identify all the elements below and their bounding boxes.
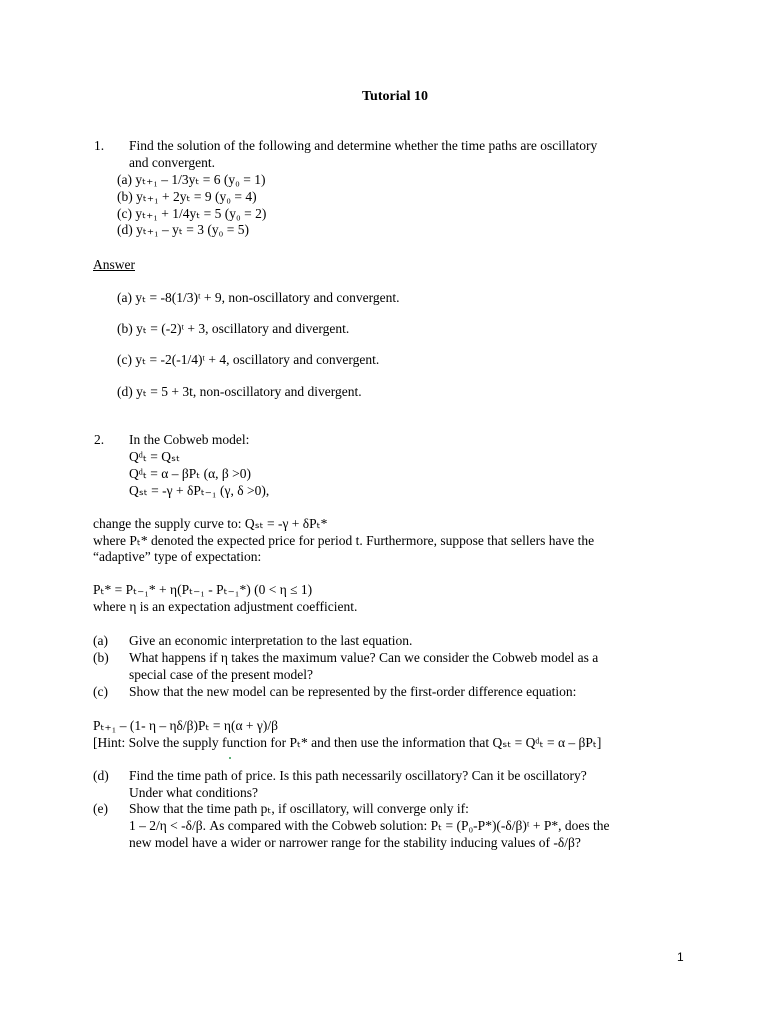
subpart-a-text: Give an economic interpretation to the last equation. [129, 633, 413, 648]
where-line-2: “adaptive” type of expectation: [93, 549, 262, 564]
question-1-part-b: (b) yₜ₊₁ + 2yₜ = 9 (y₀ = 4) [117, 189, 257, 204]
question-1-text: Find the solution of the following and determine whether the time paths are oscillatory [129, 138, 598, 153]
adaptive-expectation-equation: Pₜ* = Pₜ₋₁* + η(Pₜ₋₁ - Pₜ₋₁*) (0 < η ≤ 1) [93, 582, 313, 597]
subpart-e-label: (e) [93, 801, 108, 816]
page-number: 1 [677, 950, 684, 964]
subpart-d-text-cont: Under what conditions? [129, 785, 258, 800]
subpart-e-text-cont-2: new model have a wider or narrower range for the stability inducing values of -δ/β? [129, 835, 581, 850]
answer-a: (a) yₜ = -8(1/3)ᵗ + 9, non-oscillatory and convergent. [117, 290, 400, 305]
question-2-number: 2. [94, 432, 105, 447]
stray-mark [229, 757, 231, 759]
subpart-b-label: (b) [93, 650, 109, 665]
where-line-1: where Pₜ* denoted the expected price for period t. Furthermore, suppose that sellers have the [93, 533, 595, 548]
page-title: Tutorial 10 [362, 89, 428, 104]
difference-equation: Pₜ₊₁ – (1- η – ηδ/β)Pₜ = η(α + γ)/β [93, 718, 278, 733]
subpart-c-text: Show that the new model can be represented by the first-order difference equation: [129, 684, 577, 699]
cobweb-equation-2: Qᵈₜ = α – βPₜ (α, β >0) [129, 466, 252, 481]
subpart-d-text: Find the time path of price. Is this path necessarily oscillatory? Can it be oscillatory? [129, 768, 587, 783]
subpart-c-label: (c) [93, 684, 108, 699]
question-1-part-c: (c) yₜ₊₁ + 1/4yₜ = 5 (y₀ = 2) [117, 206, 267, 221]
question-1-text-cont: and convergent. [129, 155, 215, 170]
answer-b: (b) yₜ = (-2)ᵗ + 3, oscillatory and divergent. [117, 321, 350, 336]
cobweb-equation-1: Qᵈₜ = Qₛₜ [129, 449, 181, 464]
subpart-b-text: What happens if η takes the maximum value? Can we consider the Cobweb model as a [129, 650, 599, 665]
subpart-e-text-cont-1: 1 – 2/η < -δ/β. As compared with the Cobweb solution: Pₜ = (P₀-P*)(-δ/β)ᵗ + P*, does the [129, 818, 610, 833]
hint-line: [Hint: Solve the supply function for Pₜ* and then use the information that Qₛₜ = Qᵈₜ = α – βPₜ] [93, 735, 602, 750]
eta-definition: where η is an expectation adjustment coefficient. [93, 599, 358, 614]
answer-d: (d) yₜ = 5 + 3t, non-oscillatory and divergent. [117, 384, 362, 399]
subpart-e-text: Show that the time path pₜ, if oscillatory, will converge only if: [129, 801, 469, 816]
question-1-part-a: (a) yₜ₊₁ – 1/3yₜ = 6 (y₀ = 1) [117, 172, 266, 187]
subpart-a-label: (a) [93, 633, 108, 648]
supply-curve-line: change the supply curve to: Qₛₜ = -γ + δPₜ* [93, 516, 328, 531]
answer-c: (c) yₜ = -2(-1/4)ᵗ + 4, oscillatory and convergent. [117, 352, 380, 367]
question-1-number: 1. [94, 138, 105, 153]
question-2-intro: In the Cobweb model: [129, 432, 250, 447]
subpart-b-text-cont: special case of the present model? [129, 667, 314, 682]
question-1-part-d: (d) yₜ₊₁ – yₜ = 3 (y₀ = 5) [117, 222, 249, 237]
subpart-d-label: (d) [93, 768, 109, 783]
answer-heading: Answer [93, 257, 135, 272]
cobweb-equation-3: Qₛₜ = -γ + δPₜ₋₁ (γ, δ >0), [129, 483, 270, 498]
